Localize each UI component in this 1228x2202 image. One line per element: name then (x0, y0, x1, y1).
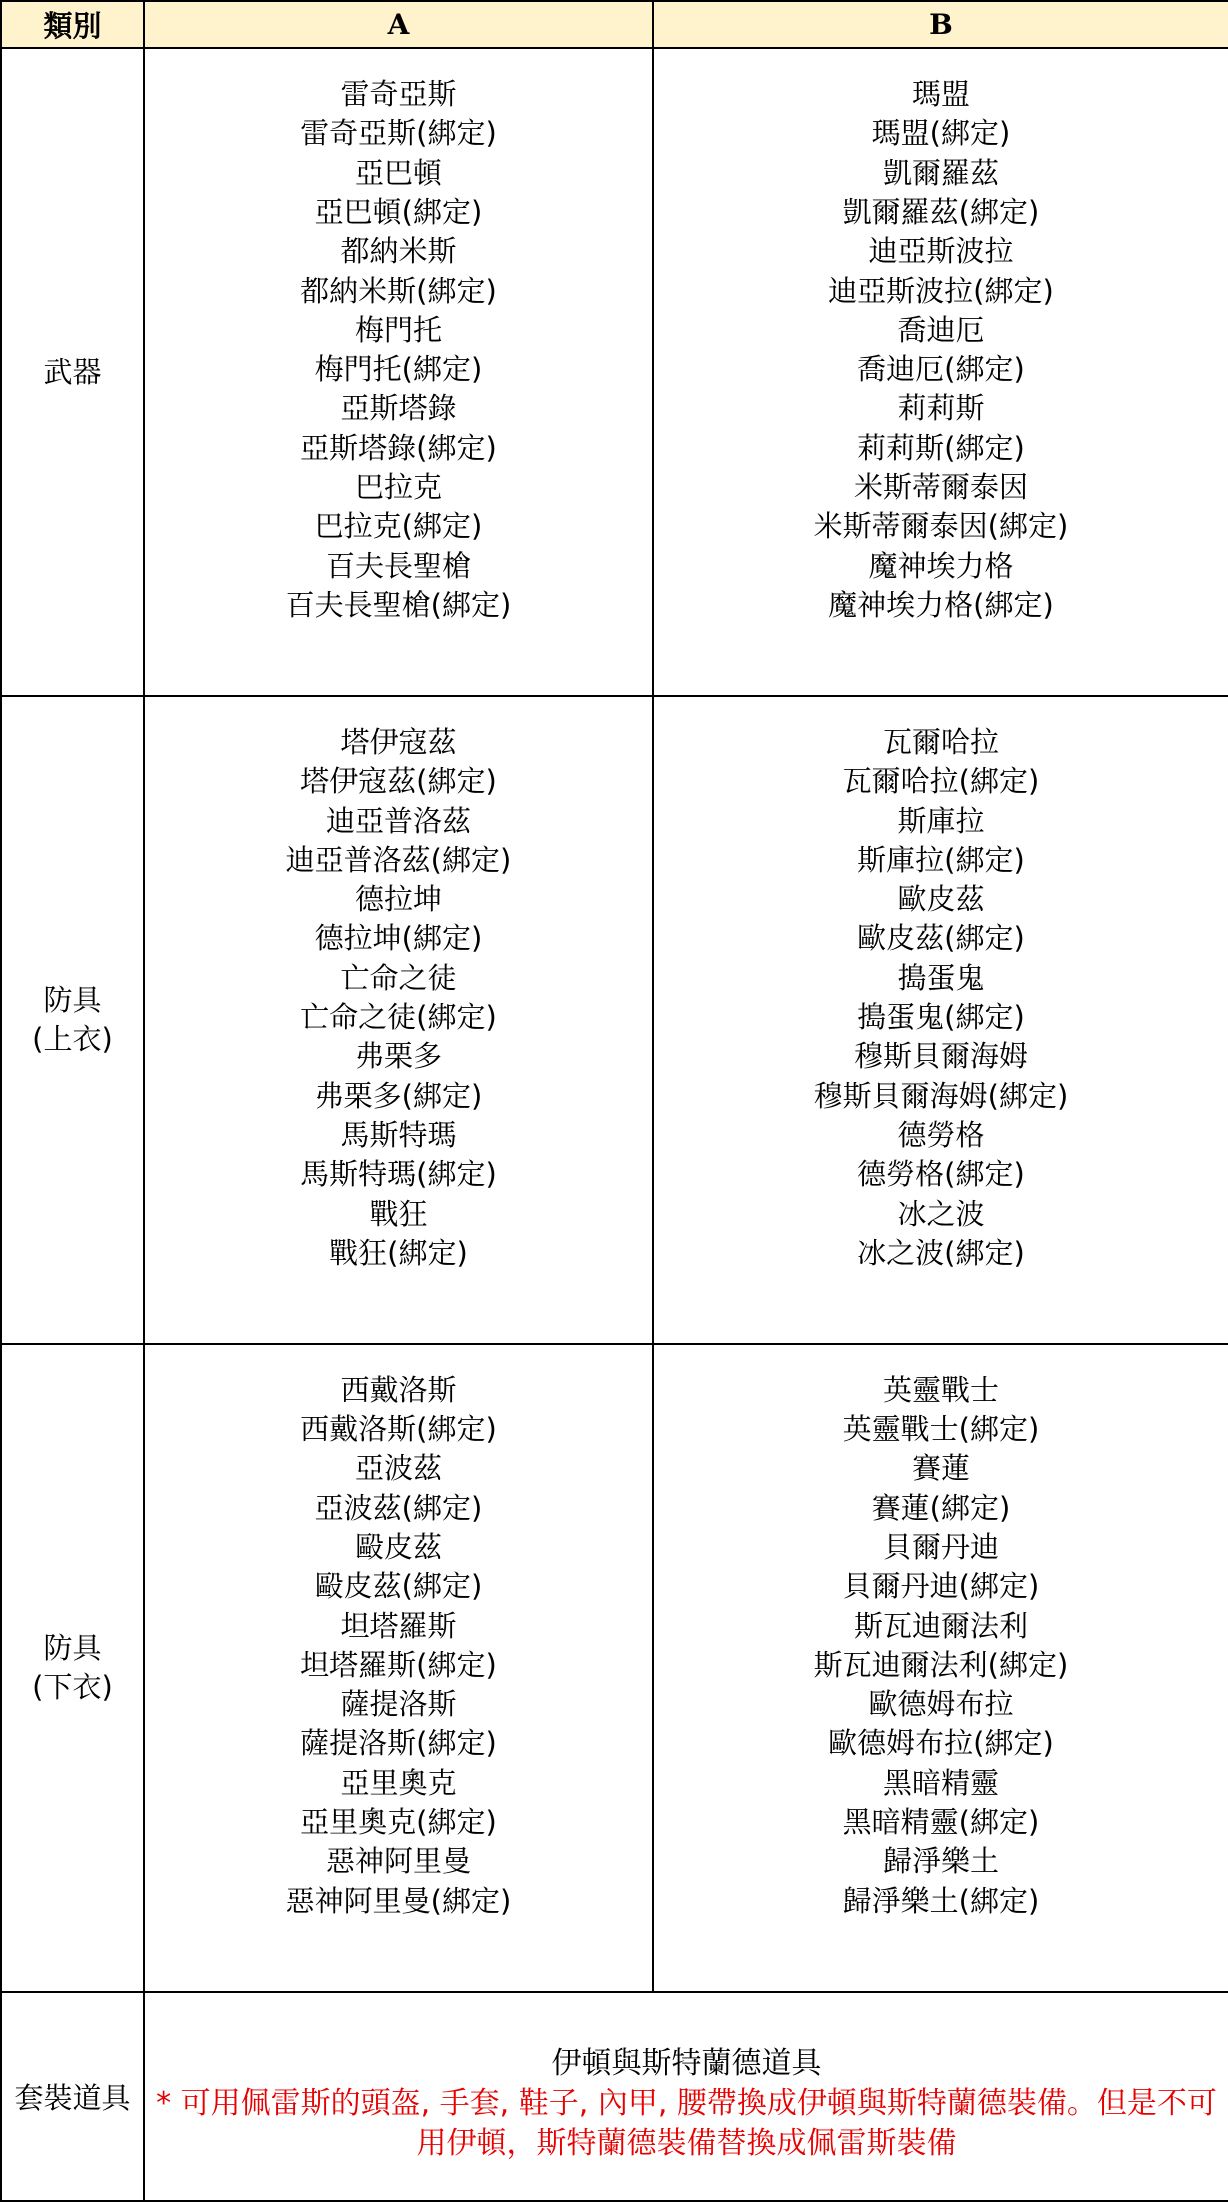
table-row-weapon (1, 48, 1228, 696)
list-item: 惡神阿里曼(綁定) (285, 1883, 512, 1918)
list-item: 喬迪厄(綁定) (857, 352, 1025, 387)
list-item: 毆皮茲(綁定) (314, 1569, 483, 1604)
list-item: 喬迪厄 (897, 312, 985, 347)
list-item: 都納米斯 (340, 234, 457, 269)
list-item: 德拉坤(綁定) (314, 921, 483, 956)
list-item: 瑪盟(綁定) (871, 116, 1011, 151)
list-item: 瓦爾哈拉 (882, 724, 999, 759)
list-item: 米斯蒂爾泰因 (853, 470, 1028, 505)
list-item: 莉莉斯(綁定) (857, 430, 1025, 465)
list-item: 黑暗精靈(綁定) (842, 1805, 1040, 1840)
list-item: 歸淨樂土 (882, 1844, 999, 1879)
list-item: 梅門托(綁定) (314, 352, 483, 387)
list-item: 毆皮茲 (354, 1530, 442, 1564)
list-item: 歐德姆布拉 (868, 1687, 1014, 1722)
list-item: 亞巴頓(綁定) (314, 194, 483, 229)
list-item: 莉莉斯 (897, 391, 985, 426)
list-item: 亞波茲(綁定) (314, 1490, 483, 1525)
list-item: 凱爾羅茲(綁定) (842, 194, 1040, 229)
list-item: 薩提洛斯 (340, 1687, 457, 1722)
list-item: 歐皮茲(綁定) (857, 921, 1025, 956)
list-item: 瓦爾哈拉(綁定) (842, 764, 1040, 799)
set-items-title: 伊頓與斯特蘭德道具 (551, 2046, 822, 2082)
col-b-cell (653, 48, 1228, 696)
list-item: 冰之波(綁定) (857, 1235, 1025, 1270)
list-item: 坦塔羅斯(綁定) (300, 1647, 497, 1682)
list-item: 貝爾丹迪(綁定) (842, 1569, 1040, 1604)
list-item: 英靈戰士(綁定) (842, 1412, 1040, 1447)
list-item: 迪亞斯波拉(綁定) (828, 273, 1054, 308)
header-col-b: B (653, 1, 1228, 48)
category-cell (1, 696, 144, 1344)
list-item: 穆斯貝爾海姆(綁定) (813, 1078, 1069, 1113)
list-item: 德勞格 (897, 1117, 985, 1152)
list-item: 斯庫拉(綁定) (857, 842, 1025, 877)
list-item: 亞斯塔錄(綁定) (300, 430, 497, 465)
list-item: 塔伊寇茲 (340, 724, 457, 759)
list-item: 亞波茲 (354, 1451, 442, 1486)
item-list (654, 49, 1228, 625)
header-category: 類別 (1, 1, 144, 48)
col-a-cell (144, 48, 653, 696)
list-item: 貝爾丹迪 (882, 1530, 999, 1564)
category-label: 武器 (43, 354, 102, 389)
list-item: 歸淨樂土(綁定) (842, 1883, 1040, 1918)
list-item: 亞斯塔錄 (340, 391, 457, 426)
col-b-cell (653, 1344, 1228, 1992)
list-item: 弗栗多 (354, 1039, 442, 1074)
list-item: 雷奇亞斯(綁定) (300, 116, 497, 151)
list-item: 穆斯貝爾海姆 (853, 1039, 1028, 1074)
list-item: 雷奇亞斯 (340, 77, 457, 112)
list-item: 坦塔羅斯 (340, 1608, 457, 1643)
list-item: 弗栗多(綁定) (314, 1078, 483, 1113)
list-item: 搗蛋鬼 (897, 960, 985, 995)
col-a-cell (144, 696, 653, 1344)
category-cell: 套裝道具 (1, 1992, 144, 2201)
header-row (1, 1, 1228, 48)
list-item: 亡命之徒(綁定) (300, 1000, 497, 1035)
list-item: 百夫長聖槍(綁定) (285, 587, 512, 622)
list-item: 亡命之徒 (340, 960, 457, 995)
category-sublabel: (下衣) (32, 1669, 113, 1704)
header-col-a: A (144, 1, 653, 48)
table-row-set-items (1, 1992, 1228, 2201)
table-row-armor-top (1, 696, 1228, 1344)
item-list (145, 1345, 652, 1921)
list-item: 歐皮茲 (897, 882, 985, 917)
item-list (145, 697, 652, 1273)
list-item: 搗蛋鬼(綁定) (857, 1000, 1025, 1035)
category-cell (1, 1344, 144, 1992)
list-item: 瑪盟 (911, 77, 970, 112)
list-item: 魔神埃力格 (868, 548, 1014, 583)
list-item: 戰狂 (369, 1196, 428, 1231)
list-item: 歐德姆布拉(綁定) (828, 1726, 1054, 1761)
list-item: 百夫長聖槍 (325, 548, 471, 583)
item-list (654, 1345, 1228, 1921)
list-item: 斯瓦迪爾法利(綁定) (813, 1647, 1069, 1682)
list-item: 冰之波 (897, 1196, 985, 1231)
list-item: 戰狂(綁定) (329, 1235, 468, 1270)
category-label: 防具 (43, 982, 102, 1017)
set-items-note: * 可用佩雷斯的頭盔, 手套, 鞋子, 內甲, 腰帶換成伊頓與斯特蘭德裝備。但是不可用伊頓，斯特蘭德裝備替換成佩雷斯裝備 (156, 2086, 1217, 2162)
list-item: 斯庫拉 (897, 803, 985, 838)
list-item: 薩提洛斯(綁定) (300, 1726, 497, 1761)
list-item: 賽蓮 (911, 1451, 970, 1486)
category-cell (1, 48, 144, 696)
list-item: 巴拉克 (354, 470, 442, 505)
list-item: 英靈戰士 (882, 1372, 999, 1407)
list-item: 斯瓦迪爾法利 (853, 1608, 1028, 1643)
col-a-cell (144, 1344, 653, 1992)
category-sublabel: (上衣) (32, 1021, 113, 1056)
list-item: 馬斯特瑪(綁定) (300, 1157, 497, 1192)
list-item: 黑暗精靈 (882, 1765, 999, 1800)
list-item: 亞里奧克(綁定) (300, 1805, 497, 1840)
list-item: 德拉坤 (354, 882, 442, 917)
list-item: 米斯蒂爾泰因(綁定) (813, 509, 1069, 544)
list-item: 塔伊寇茲(綁定) (300, 764, 497, 799)
list-item: 都納米斯(綁定) (300, 273, 497, 308)
list-item: 賽蓮(綁定) (871, 1490, 1011, 1525)
item-list (145, 49, 652, 625)
list-item: 凱爾羅茲 (882, 155, 999, 190)
list-item: 亞巴頓 (354, 155, 442, 190)
list-item: 梅門托 (354, 312, 442, 347)
item-list (654, 697, 1228, 1273)
list-item: 迪亞斯波拉 (868, 234, 1014, 269)
list-item: 西戴洛斯(綁定) (300, 1412, 497, 1447)
set-items-cell (144, 1992, 1228, 2201)
list-item: 巴拉克(綁定) (314, 509, 483, 544)
category-label: 防具 (43, 1630, 102, 1665)
list-item: 亞里奧克 (340, 1765, 457, 1800)
col-b-cell (653, 696, 1228, 1344)
table-row-armor-bottom (1, 1344, 1228, 1992)
list-item: 迪亞普洛茲 (325, 803, 471, 838)
list-item: 魔神埃力格(綁定) (828, 587, 1054, 622)
list-item: 德勞格(綁定) (857, 1157, 1025, 1192)
list-item: 惡神阿里曼 (325, 1844, 471, 1879)
list-item: 馬斯特瑪 (340, 1117, 457, 1152)
list-item: 西戴洛斯 (340, 1372, 457, 1407)
list-item: 迪亞普洛茲(綁定) (285, 842, 512, 877)
